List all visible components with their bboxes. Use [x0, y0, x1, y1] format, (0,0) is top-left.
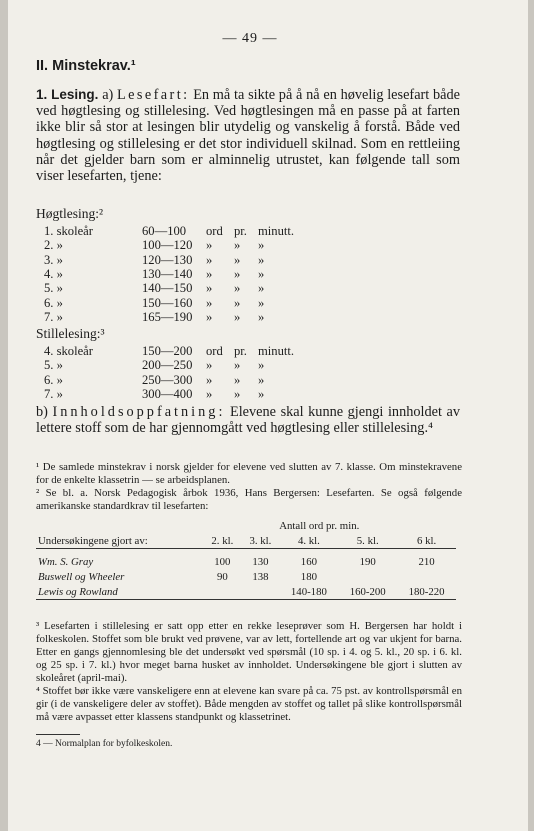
- list-item-grade: 4. »: [44, 266, 63, 281]
- list-item: [44, 281, 344, 295]
- list-item-c1: ord: [206, 224, 223, 238]
- list-item-range: 150—200: [142, 344, 193, 358]
- innhold-lead: b): [36, 404, 53, 420]
- table-cell: 160: [300, 555, 317, 568]
- list-item-c1: »: [206, 238, 213, 253]
- list-item-c2: pr.: [234, 344, 247, 358]
- list-item-c1: »: [206, 358, 213, 373]
- list-item-c1: »: [206, 295, 213, 310]
- innhold-term: Innholdsoppfatning:: [52, 404, 226, 420]
- list-item-grade: 5. »: [44, 358, 63, 373]
- list-item-grade: 7. »: [44, 386, 63, 401]
- list-item-range: 300—400: [142, 386, 193, 401]
- stillelesing-label: Stillelesing:³: [36, 326, 105, 341]
- table-cell: 180: [300, 570, 317, 583]
- table-cell: 90: [216, 570, 228, 583]
- table-header-cell: Undersøkingene gjort av:: [38, 534, 148, 547]
- list-item-range: 100—120: [142, 238, 193, 253]
- list-item-grade: 1. skoleår: [44, 224, 93, 238]
- table-caption-row: [36, 518, 456, 533]
- list-item-grade: 5. »: [44, 281, 63, 296]
- list-item-c2: »: [234, 281, 241, 296]
- list-item-c2: »: [234, 295, 241, 310]
- list-item-range: 150—160: [142, 295, 193, 310]
- list-item-c2: »: [234, 252, 241, 267]
- hogtlesing-label: Høgtlesing:²: [36, 206, 104, 221]
- table-header-row: [36, 533, 456, 549]
- table-cell: 190: [359, 555, 376, 568]
- list-item-c2: »: [234, 238, 241, 253]
- list-item-range: 120—130: [142, 252, 193, 267]
- list-item-c2: »: [234, 266, 241, 281]
- list-item: [44, 296, 344, 310]
- table-caption: Antall ord pr. min.: [279, 519, 360, 532]
- list-item-c3: »: [258, 309, 265, 324]
- list-item-range: 200—250: [142, 358, 193, 373]
- list-item-c2: »: [234, 358, 241, 373]
- lesefart-text: En må ta sikte på å nå en høvelig lesefart både ved høgtlesing og stillelesing. Ved høgtlesingen må en passe på at farten ikke blir så stor at lesingen blir utydelig og vanskelig å forstå. Både ved høgtlesing og stillelesing er det stor individuell skilnad. Som en rettleiing når det gjelder barn som er alminnelig utrustet, kan følgende tall som viser lesefarten, tjene:: [36, 87, 460, 185]
- table-cell: Wm. S. Gray: [38, 555, 94, 568]
- reading-speed-table: [36, 518, 456, 600]
- table-cell: [241, 584, 279, 600]
- table-header-cell: 4. kl.: [297, 534, 320, 547]
- table-header-cell: 6 kl.: [416, 534, 437, 547]
- lesing-title: 1. Lesing.: [36, 87, 99, 102]
- table-cell: [338, 569, 397, 584]
- lesefart-term: Lesefart:: [117, 87, 190, 103]
- list-item: [44, 373, 344, 387]
- list-item-c2: »: [234, 309, 241, 324]
- list-item: [44, 387, 344, 401]
- list-item-c3: »: [258, 386, 265, 401]
- list-item-c1: »: [206, 386, 213, 401]
- list-item-c3: »: [258, 252, 265, 267]
- table-cell: 100: [214, 555, 231, 568]
- table-header-cell: 5. kl.: [356, 534, 379, 547]
- list-item-c3: »: [258, 266, 265, 281]
- table-cell: Lewis og Rowland: [38, 585, 118, 598]
- footnote-2: ² Se bl. a. Norsk Pedagogisk årbok 1936, Hans Bergersen: Lesefarten. Se også følgende amerikanske standardkrav til lesefarten:: [36, 487, 462, 512]
- list-item-grade: 7. »: [44, 309, 63, 324]
- list-item-grade: 6. »: [44, 295, 63, 310]
- table-cell: 210: [418, 555, 435, 568]
- list-item: [44, 358, 344, 372]
- list-item-c1: »: [206, 281, 213, 296]
- footer-rule: [36, 734, 80, 735]
- list-item-c1: »: [206, 372, 213, 387]
- list-item-c1: ord: [206, 344, 223, 358]
- list-item-c1: »: [206, 266, 213, 281]
- list-item-range: 130—140: [142, 266, 193, 281]
- list-item-grade: 3. »: [44, 252, 63, 267]
- list-item-c3: minutt.: [258, 344, 295, 358]
- section-heading: II. Minstekrav.¹: [36, 58, 136, 74]
- printer-signature: 4 — Normalplan for byfolkeskolen.: [36, 739, 173, 749]
- innhold-text: Elevene skal kunne gjengi innholdet av lettere stoff som de har gjennomgått ved høgtlesing eller stillelesing.⁴: [36, 404, 461, 437]
- lesefart-lead: a): [102, 87, 118, 103]
- list-item-c3: »: [258, 372, 265, 387]
- list-item-grade: 6. »: [44, 372, 63, 387]
- table-cell: 130: [252, 555, 269, 568]
- list-item-range: 250—300: [142, 372, 193, 387]
- list-item-c1: »: [206, 309, 213, 324]
- list-item: [44, 238, 344, 252]
- footnote-1: ¹ De samlede minstekrav i norsk gjelder for elevene ved slutten av 7. klasse. Om minstekravene for de enkelte klassetrin — se arbeidsplanen.: [36, 461, 462, 486]
- footnote-4: ⁴ Stoffet bør ikke være vanskeligere enn at elevene kan svare på ca. 75 pst. av kontrollspørsmål en gir (i de vanskeligere deler av stoffet). Både mengden av stoffet og tallet på slike kontrollspørsmål må være avpasset etter klassens standpunkt og klassetrinet.: [36, 685, 462, 723]
- list-item: [44, 253, 344, 267]
- list-item-c3: »: [258, 238, 265, 253]
- list-item: [44, 224, 344, 238]
- table-cell: [397, 569, 456, 584]
- list-item-range: 60—100: [142, 224, 187, 238]
- list-item-range: 165—190: [142, 309, 193, 324]
- list-item-c2: »: [234, 372, 241, 387]
- list-item-c2: »: [234, 386, 241, 401]
- table-cell: 180-220: [408, 585, 445, 598]
- list-item-range: 140—150: [142, 281, 193, 296]
- lesing-paragraph: [36, 87, 460, 184]
- table-header-cell: 3. kl.: [249, 534, 272, 547]
- table-cell: 140-180: [290, 585, 327, 598]
- table-cell: Buswell og Wheeler: [38, 570, 125, 583]
- table-row: [36, 554, 456, 569]
- table-row: [36, 584, 456, 600]
- book-page: [8, 0, 528, 831]
- table-cell: 138: [252, 570, 269, 583]
- table-cell: 160-200: [349, 585, 386, 598]
- list-item-grade: 2. »: [44, 238, 63, 253]
- footnote-3: ³ Lesefarten i stillelesing er satt opp etter en rekke leseprøver som H. Bergersen har holdt i folkeskolen. Stoffet som ble brukt ved prøvene, var av lett, fortellende art og var ukjent for barna. Etter en gangs gjennomlesing ble det undersøkt ved spørsmål (10 sp. i 4. og 5. kl., 20 sp. i 6. kl. og 25 sp. i 7. kl.) hvor meget barna husket av innholdet. Undersøkingene ble gjort i slutten av skoleåret (april-mai).: [36, 620, 462, 684]
- list-item-c1: »: [206, 252, 213, 267]
- innhold-paragraph: [36, 404, 460, 436]
- table-header-cell: 2. kl.: [211, 534, 234, 547]
- list-item-c3: minutt.: [258, 224, 295, 238]
- list-item-c3: »: [258, 281, 265, 296]
- list-item-c3: »: [258, 358, 265, 373]
- list-item-grade: 4. skoleår: [44, 344, 93, 358]
- page-number: — 49 —: [222, 31, 278, 46]
- list-item: [44, 310, 344, 324]
- table-row: [36, 569, 456, 584]
- list-item-c3: »: [258, 295, 265, 310]
- list-item: [44, 344, 344, 358]
- table-cell: [203, 584, 241, 600]
- list-item: [44, 267, 344, 281]
- list-item-c2: pr.: [234, 224, 247, 238]
